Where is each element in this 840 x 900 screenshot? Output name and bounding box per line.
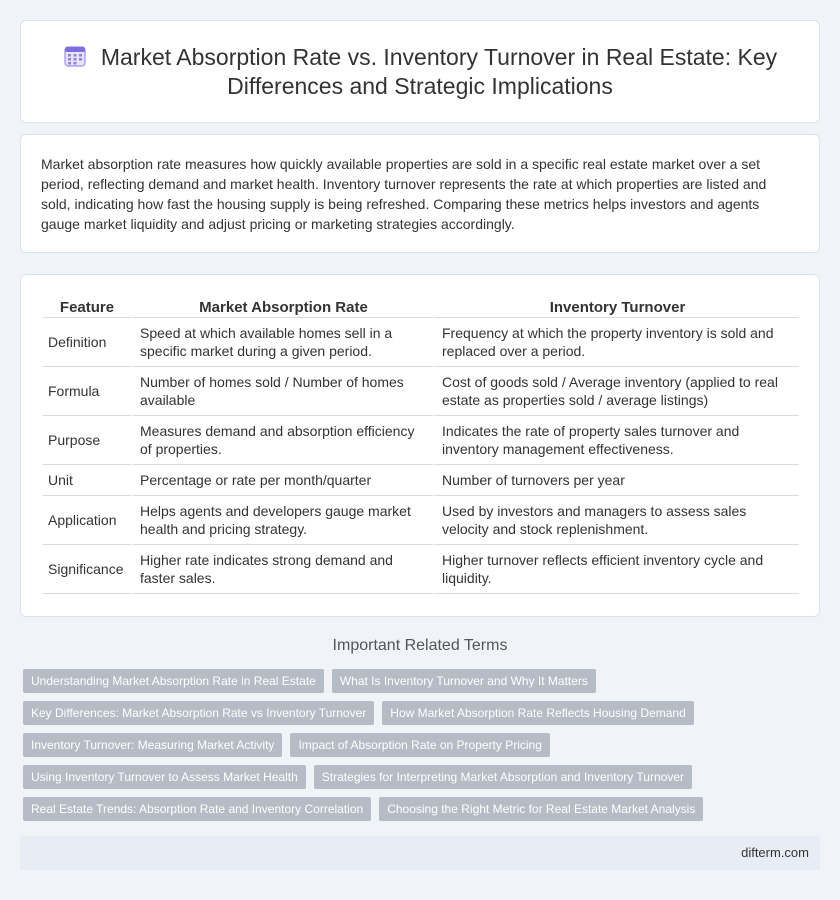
intro-paragraph: Market absorption rate measures how quickly available properties are sold in a specific real estate market over a set period, reflecting demand and market health. Inventory turnover represents the rate at which properties are listed and sold, indicating how fast the housing supply is being refreshed. Comparing these metrics helps investors and agents gauge market liquidity and adjust pricing or marketing strategies accordingly. (41, 156, 767, 232)
related-term-link[interactable]: Understanding Market Absorption Rate in Real Estate (23, 669, 324, 693)
related-term-link[interactable]: Impact of Absorption Rate on Property Pricing (290, 733, 549, 757)
calendar-icon (63, 44, 87, 68)
footer (20, 836, 820, 870)
table-row (43, 318, 799, 367)
table-row (43, 465, 799, 496)
intro-card (20, 134, 820, 253)
page-title-text: Market Absorption Rate vs. Inventory Turnover in Real Estate: Key Differences and Strategic Implications (100, 44, 778, 99)
related-term-link[interactable]: How Market Absorption Rate Reflects Housing Demand (382, 701, 693, 725)
related-term-link[interactable]: Key Differences: Market Absorption Rate vs Inventory Turnover (23, 701, 374, 725)
related-terms-title: Important Related Terms (332, 637, 508, 654)
comparison-table (43, 297, 799, 594)
table-cell: Helps agents and developers gauge market health and pricing strategy. (131, 496, 433, 545)
related-term-link[interactable]: Using Inventory Turnover to Assess Market Health (23, 765, 306, 789)
table-cell: Percentage or rate per month/quarter (131, 465, 433, 496)
feature-cell: Significance (43, 545, 131, 594)
comparison-card (20, 274, 820, 617)
table-header-row (43, 297, 799, 318)
table-cell: Cost of goods sold / Average inventory (applied to real estate as properties sold / average listings) (433, 367, 799, 416)
table-cell: Used by investors and managers to assess sales velocity and stock replenishment. (433, 496, 799, 545)
table-cell: Measures demand and absorption efficiency of properties. (131, 416, 433, 465)
table-cell: Frequency at which the property inventory is sold and replaced over a period. (433, 318, 799, 367)
feature-cell: Purpose (43, 416, 131, 465)
table-row (43, 416, 799, 465)
table-cell: Higher turnover reflects efficient inventory cycle and liquidity. (433, 545, 799, 594)
footer-site-link[interactable]: difterm.com (741, 845, 809, 860)
page-title (21, 43, 819, 101)
table-cell: Number of homes sold / Number of homes available (131, 367, 433, 416)
column-header: Inventory Turnover (433, 297, 799, 318)
column-header: Market Absorption Rate (131, 297, 433, 318)
table-row (43, 545, 799, 594)
related-terms-list (23, 669, 703, 829)
table-cell: Higher rate indicates strong demand and faster sales. (131, 545, 433, 594)
related-term-link[interactable]: Real Estate Trends: Absorption Rate and Inventory Correlation (23, 797, 371, 821)
feature-cell: Unit (43, 465, 131, 496)
related-term-link[interactable]: What Is Inventory Turnover and Why It Matters (332, 669, 596, 693)
related-term-link[interactable]: Strategies for Interpreting Market Absorption and Inventory Turnover (314, 765, 692, 789)
table-cell: Speed at which available homes sell in a specific market during a given period. (131, 318, 433, 367)
related-term-link[interactable]: Choosing the Right Metric for Real Estate Market Analysis (379, 797, 703, 821)
table-row (43, 496, 799, 545)
header-card (20, 20, 820, 123)
column-header: Feature (43, 297, 131, 318)
feature-cell: Application (43, 496, 131, 545)
table-cell: Indicates the rate of property sales turnover and inventory management effectiveness. (433, 416, 799, 465)
feature-cell: Definition (43, 318, 131, 367)
feature-cell: Formula (43, 367, 131, 416)
related-term-link[interactable]: Inventory Turnover: Measuring Market Activity (23, 733, 282, 757)
table-cell: Number of turnovers per year (433, 465, 799, 496)
table-row (43, 367, 799, 416)
